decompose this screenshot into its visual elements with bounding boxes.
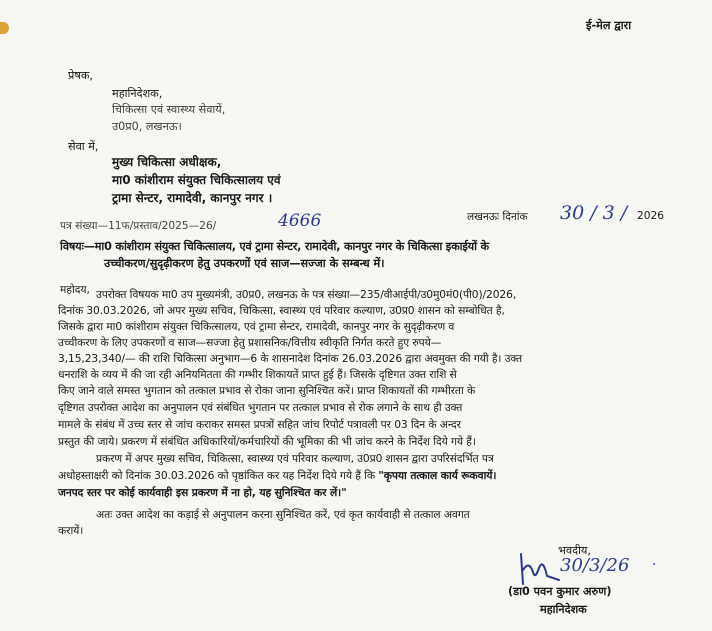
letter-number-prefix: पत्र संख्या—11फ/प्रस्ताव/2025—26/ xyxy=(60,220,217,232)
para3-line-2: करायें। xyxy=(58,524,84,537)
body-line-1: उपरोक्त विषयक मा0 उप मुख्यमंत्री, उ0प्र0, लखनऊ के पत्र संख्या—235/वीआईपी/उ0मु0मं0(पी0)/2026, xyxy=(96,288,517,301)
handwritten-letter-number: 4666 xyxy=(278,211,322,231)
body-line-10: प्रस्तुत की जाये। प्रकरण में संबंधित अधिकारियों/कर्मचारियों की भूमिका की भी जांच करने के निर्देश दिये गये हैं। xyxy=(58,435,476,448)
recipient-line-3: ट्रामा सेन्टर, रामादेवी, कानपुर नगर । xyxy=(112,191,273,205)
binder-hole-mark xyxy=(0,22,9,34)
para2-line-3: जनपद स्तर पर कोई कार्यवाही इस प्रकरण में ना हो, यह सुनिश्चित कर लें।" xyxy=(58,486,347,499)
closing: भवदीय, xyxy=(558,544,591,557)
recipient-label: सेवा में, xyxy=(68,140,99,153)
handwritten-date: 30 / 3 / xyxy=(560,202,628,224)
sender-label: प्रेषक, xyxy=(68,69,93,82)
para3-line-1: अतः उक्त आदेश का कड़ाई से अनुपालन करना सुनिश्चित करें, एवं कृत कार्यवाही से तत्काल अवगत xyxy=(96,508,470,521)
para2-line-2-text: अधोहस्ताक्षरी को दिनांक 30.03.2026 को पृष्ठांकित कर यह निर्देश दिये गये हैं कि xyxy=(58,469,379,482)
para2-line-2-emphasis: "कृपया तत्काल कार्य रूकवायें। xyxy=(378,469,497,482)
body-line-4: उच्चीकरण के लिए उपकरणों व साज—सज्जा हेतु प्रशासनिक/वित्तीय स्वीकृति निर्गत करते हुए रुपये— xyxy=(58,336,442,349)
sender-line-3: उ0प्र0, लखनऊ। xyxy=(112,120,182,133)
body-line-8: दृष्टिगत उपरोक्त आदेश का अनुपालन एवं संबंधित भुगतान पर तत्काल प्रभाव से रोक लगाने के साथ ही उक्त xyxy=(58,401,463,414)
subject-line-2: उच्चीकरण/सुदृढ़ीकरण हेतु उपकरणों एवं साज—सज्जा के सम्बन्ध में। xyxy=(104,257,385,270)
para2-line-1: प्रकरण में अपर मुख्य सचिव, चिकित्सा, स्वास्थ्य एवं परिवार कल्याण, उ0प्र0 शासन द्वारा उपरिसंदर्भित पत्र xyxy=(96,452,494,465)
signature-dot: · xyxy=(652,557,657,573)
sender-line-1: महानिदेशक, xyxy=(112,87,163,100)
place-date-label: लखनऊः दिनांक xyxy=(467,211,528,223)
body-line-5: 3,15,23,340/— की राशि चिकित्सा अनुभाग—6 के शासनादेश दिनांक 26.03.2026 द्वारा अवमुक्त की गयी है। उक्त xyxy=(58,352,523,365)
body-line-6: धनराशि के व्यय में की जा रही अनियमितता की गम्भीर शिकायतें प्राप्त हुई हैं। जिसके दृष्टिगत उक्त राशि से xyxy=(58,368,457,381)
recipient-line-2: मा0 कांशीराम संयुक्त चिकित्सालय एवं xyxy=(112,173,281,187)
signature-date: 30/3/26 xyxy=(560,555,630,576)
body-line-3: जिसके द्वारा मा0 कांशीराम संयुक्त चिकित्सालय, एवं ट्रामा सेन्टर, रामादेवी, कानपुर नगर के सुदृढ़ीकरण व xyxy=(58,320,455,333)
body-line-7: किए जाने वाले समस्त भुगतान को तत्काल प्रभाव से रोका जाना सुनिश्चित करें। प्राप्त शिकायतों की गम्भीरता के xyxy=(58,384,476,397)
body-line-2: दिनांक 30.03.2026, जो अपर मुख्य सचिव, चिकित्सा, स्वास्थ्य एवं परिवार कल्याण, उ0प्र0 शासन को सम्बोधित है, xyxy=(58,304,505,317)
salutation: महोदय, xyxy=(60,284,90,296)
letter-year: 2026 xyxy=(637,210,664,222)
body-line-9: मामले के संबंध में उच्च स्तर से जांच कराकर समस्त प्रपत्रों सहित जांच रिपोर्ट पत्रावली पर 03 दिन के अन्दर xyxy=(58,418,461,431)
recipient-line-1: मुख्य चिकित्सा अधीक्षक, xyxy=(112,155,222,169)
signatory-name: (डा0 पवन कुमार अरुण) xyxy=(508,585,612,598)
subject-line-1: विषयः—मा0 कांशीराम संयुक्त चिकित्सालय, एवं ट्रामा सेन्टर, रामादेवी, कानपुर नगर के चिकित्सा इकाईयों के xyxy=(60,240,489,253)
signatory-designation: महानिदेशक xyxy=(540,603,587,616)
delivery-mode: ई-मेल द्वारा xyxy=(586,19,632,32)
sender-line-2: चिकित्सा एवं स्वास्थ्य सेवायें, xyxy=(112,103,226,116)
para2-line-2 xyxy=(58,469,496,483)
